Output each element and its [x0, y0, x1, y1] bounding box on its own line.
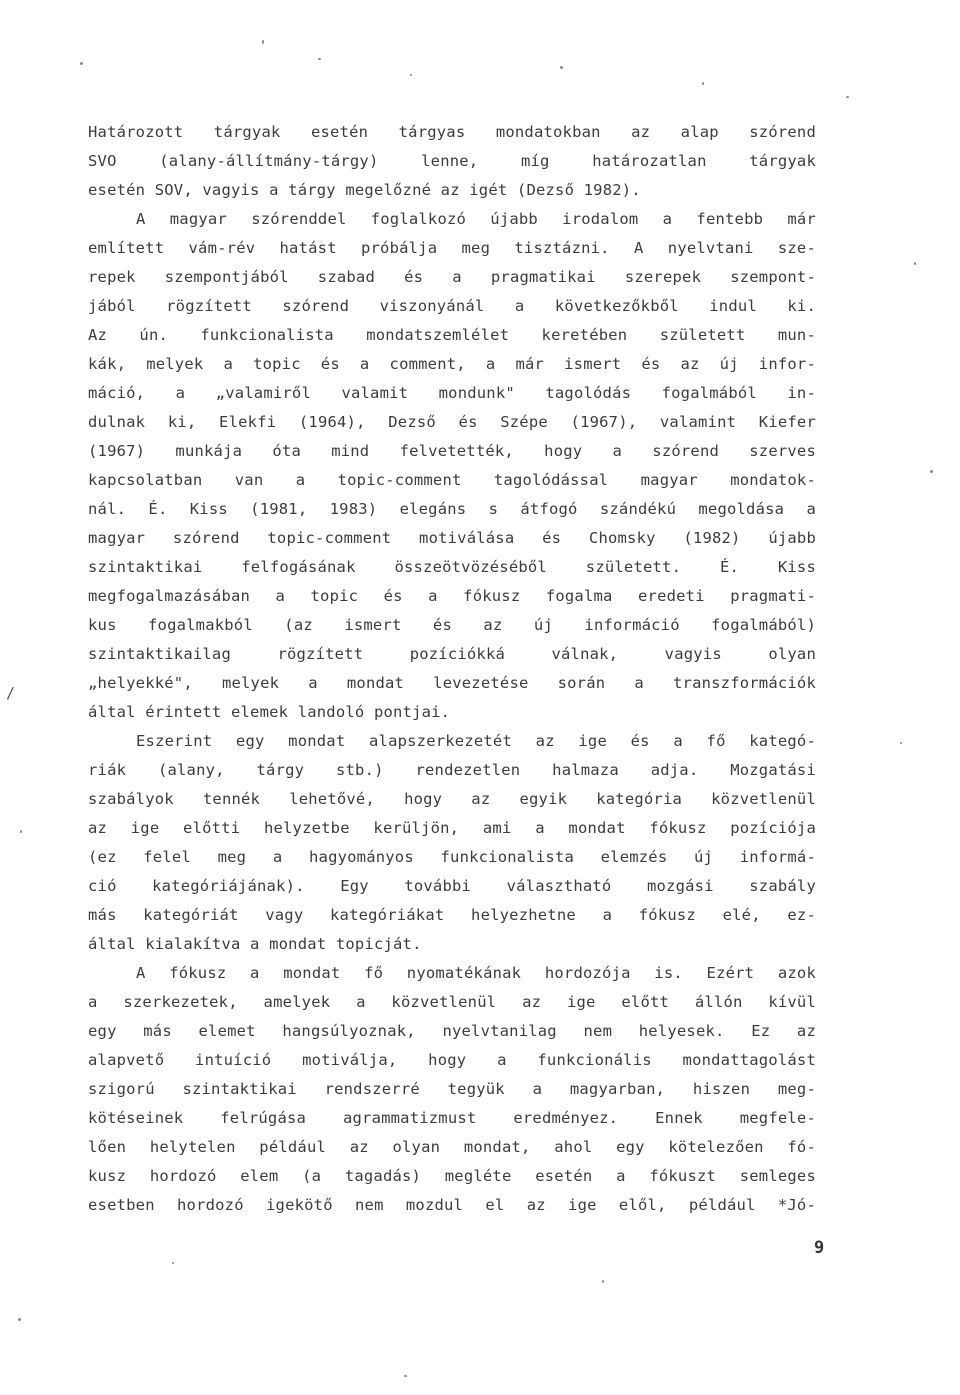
text-line: szintaktikai felfogásának összeötvözéséből született. É. Kiss	[88, 558, 816, 576]
text-line: esetén SOV, vagyis a tárgy megelőzné az igét (Dezső 1982).	[88, 181, 641, 199]
text-line: A magyar szórenddel foglalkozó újabb irodalom a fentebb már	[136, 210, 816, 228]
text-line: említett vám-rév hatást próbálja meg tisztázni. A nyelvtani sze-	[88, 239, 816, 257]
text-line: repek szempontjából szabad és a pragmatikai szerepek szempont-	[88, 268, 816, 286]
scan-speck	[702, 82, 704, 85]
text-line: szintaktikailag rögzített pozíciókká válnak, vagyis olyan	[88, 645, 816, 663]
text-line: magyar szórend topic-comment motiválása és Chomsky (1982) újabb	[88, 529, 816, 547]
text-line: nál. É. Kiss (1981, 1983) elegáns s átfogó szándékú megoldása a	[88, 500, 816, 518]
scan-speck	[262, 40, 264, 44]
scan-speck	[20, 830, 22, 833]
text-line: riák (alany, tárgy stb.) rendezetlen halmaza adja. Mozgatási	[88, 761, 816, 779]
text-line: lően helytelen például az olyan mondat, ahol egy kötelezően fó-	[88, 1138, 816, 1156]
text-line: jából rögzített szórend viszonyánál a következőkből indul ki.	[88, 297, 816, 315]
scan-speck	[914, 262, 916, 265]
text-line: kák, melyek a topic és a comment, a már ismert és az új infor-	[88, 355, 816, 373]
scan-speck	[900, 742, 902, 744]
text-line: Az ún. funkcionalista mondatszemlélet keretében született mun-	[88, 326, 816, 344]
scan-speck	[846, 96, 849, 98]
scan-speck	[18, 1318, 21, 1321]
text-line: kusz hordozó elem (a tagadás) megléte esetén a fókuszt semleges	[88, 1167, 816, 1185]
text-line: által érintett elemek landoló pontjai.	[88, 703, 451, 721]
text-line: (ez felel meg a hagyományos funkcionalista elemzés új informá-	[88, 848, 816, 866]
text-line: máció, a „valamiről valamit mondunk" tagolódás fogalmából in-	[88, 384, 816, 402]
text-line: szabályok tennék lehetővé, hogy az egyik kategória közvetlenül	[88, 790, 816, 808]
text-line: ció kategóriájának). Egy további választható mozgási szabály	[88, 877, 816, 895]
text-line: kapcsolatban van a topic-comment tagolódással magyar mondatok-	[88, 471, 816, 489]
scan-speck	[80, 62, 83, 65]
page-number: 9	[814, 1238, 825, 1258]
body-text	[88, 118, 816, 1220]
text-line: kötéseinek felrúgása agrammatizmust eredményez. Ennek megfele-	[88, 1109, 816, 1127]
text-line: szigorú szintaktikai rendszerré tegyük a magyarban, hiszen meg-	[88, 1080, 816, 1098]
text-line: (1967) munkája óta mind felvetették, hogy a szórend szerves	[88, 442, 816, 460]
text-line: „helyekké", melyek a mondat levezetése során a transzformációk	[88, 674, 816, 692]
text-line: alapvető intuíció motiválja, hogy a funkcionális mondattagolást	[88, 1051, 816, 1069]
scan-speck	[404, 1375, 407, 1377]
text-line: dulnak ki, Elekfi (1964), Dezső és Szépe (1967), valamint Kiefer	[88, 413, 816, 431]
text-line: megfogalmazásában a topic és a fókusz fogalma eredeti pragmati-	[88, 587, 816, 605]
scan-speck	[318, 58, 321, 60]
text-line: az ige előtti helyzetbe kerüljön, ami a mondat fókusz pozíciója	[88, 819, 816, 837]
text-line: a szerkezetek, amelyek a közvetlenül az ige előtt állón kívül	[88, 993, 816, 1011]
text-line: SVO (alany-állítmány-tárgy) lenne, míg határozatlan tárgyak	[88, 152, 816, 170]
text-line: kus fogalmakból (az ismert és az új információ fogalmából)	[88, 616, 816, 634]
text-line: egy más elemet hangsúlyoznak, nyelvtanilag nem helyesek. Ez az	[88, 1022, 816, 1040]
text-line: Eszerint egy mondat alapszerkezetét az ige és a fő kategó-	[136, 732, 816, 750]
text-line: más kategóriát vagy kategóriákat helyezhetne a fókusz elé, ez-	[88, 906, 816, 924]
text-line: esetben hordozó igekötő nem mozdul el az ige elől, például *Jó-	[88, 1196, 816, 1214]
scan-speck	[560, 66, 563, 69]
scan-speck	[930, 470, 933, 473]
scan-speck	[602, 1280, 604, 1283]
scan-speck	[410, 74, 412, 76]
text-line: által kialakítva a mondat topicját.	[88, 935, 422, 953]
scan-speck	[172, 1262, 174, 1264]
margin-mark: /	[6, 684, 16, 702]
text-line: A fókusz a mondat fő nyomatékának hordozója is. Ezért azok	[136, 964, 816, 982]
text-line: Határozott tárgyak esetén tárgyas mondatokban az alap szórend	[88, 123, 816, 141]
